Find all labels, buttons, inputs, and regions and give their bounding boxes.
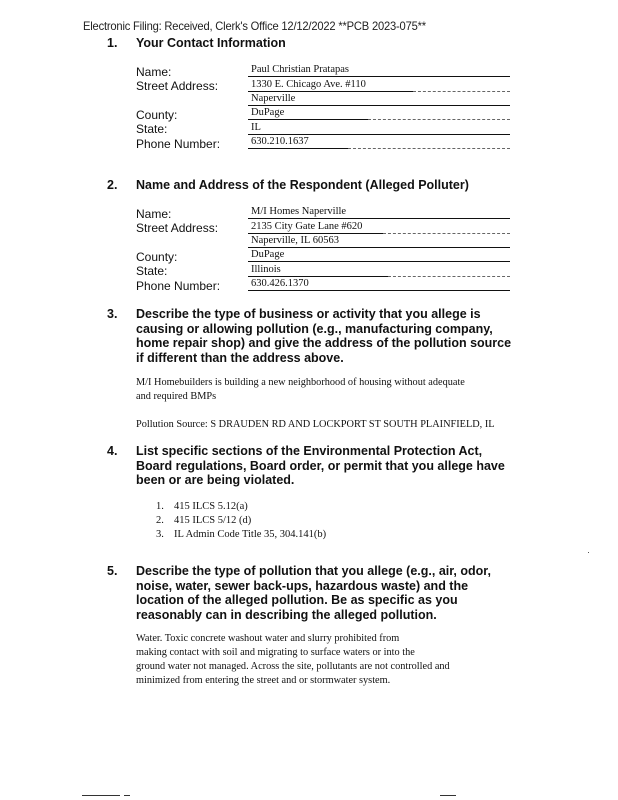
s1-phone-value: 630.210.1637	[251, 136, 309, 147]
s2-street-value-2: Naperville, IL 60563	[251, 235, 339, 246]
s1-state-line	[248, 134, 510, 135]
section-5-title-line: noise, water, sewer back-ups, hazardous waste) and the	[136, 578, 469, 593]
footer-mark-right	[440, 795, 456, 796]
section-5-body	[136, 632, 450, 688]
s2-street-value-1: 2135 City Gate Lane #620	[251, 221, 363, 232]
section-3-number: 3.	[107, 307, 118, 321]
footer-mark-left	[82, 795, 120, 796]
s1-street-value-1: 1330 E. Chicago Ave. #110	[251, 79, 366, 90]
violation-item-marker: 3.	[156, 529, 164, 540]
s1-street-line-2	[248, 105, 510, 106]
s2-street-line-1-dash	[383, 233, 510, 234]
s1-street-line-1	[248, 91, 413, 92]
s2-name-label: Name:	[136, 207, 172, 221]
s1-phone-line	[248, 148, 348, 149]
violation-item: IL Admin Code Title 35, 304.141(b)	[174, 529, 327, 540]
section-3-body-line: and required BMPs	[136, 391, 217, 402]
scan-speck	[588, 552, 589, 553]
violation-item: 415 ILCS 5.12(a)	[174, 501, 248, 512]
s2-state-label: State:	[136, 264, 168, 278]
section-5-title-line: location of the alleged pollution. Be as specific as you	[136, 593, 458, 607]
s1-name-line	[248, 76, 510, 77]
section-4-title-line: List specific sections of the Environmental Protection Act,	[136, 444, 483, 458]
s2-street-line-1	[248, 233, 383, 234]
pollution-source: Pollution Source: S DRAUDEN RD AND LOCKPORT ST SOUTH PLAINFIELD, IL	[136, 419, 495, 430]
section-3-body-line: M/I Homebuilders is building a new neighborhood of housing without adequate	[136, 377, 465, 388]
s2-county-value: DuPage	[251, 249, 285, 260]
s2-county-label: County:	[136, 250, 178, 264]
section-5-title-line: reasonably can in describing the alleged pollution.	[136, 607, 437, 622]
s2-phone-value: 630.426.1370	[251, 278, 309, 289]
violation-item-marker: 2.	[156, 515, 164, 526]
s1-phone-label: Phone Number:	[136, 137, 221, 151]
s2-street-label: Street Address:	[136, 221, 219, 235]
section-5-title	[136, 564, 491, 622]
s1-county-line-dash	[368, 119, 510, 120]
filing-header: Electronic Filing: Received, Clerk's Office 12/12/2022 **PCB 2023-075**	[83, 19, 426, 33]
s1-street-line-1-dash	[413, 91, 510, 92]
section-4-title-line: Board regulations, Board order, or permit that you allege have	[136, 458, 505, 473]
section-5-body-line: minimized from entering the street and or stormwater system.	[136, 675, 391, 686]
s1-state-label: State:	[136, 122, 168, 136]
section-1-number: 1.	[107, 36, 118, 50]
s2-state-value: Illinois	[251, 264, 281, 275]
section-4-number: 4.	[107, 444, 118, 458]
s2-phone-line	[248, 290, 510, 291]
s2-street-line-2	[248, 247, 510, 248]
s1-phone-line-dash	[348, 148, 510, 149]
section-4-title-line: been or are being violated.	[136, 473, 295, 487]
footer-mark-left-small	[124, 795, 130, 796]
section-5-body-line: Water. Toxic concrete washout water and slurry prohibited from	[136, 633, 400, 644]
section-2-number: 2.	[107, 178, 118, 192]
section-1-title: Your Contact Information	[136, 36, 286, 50]
s1-county-line	[248, 119, 368, 120]
section-3-title-line: home repair shop) and give the address of the pollution source	[136, 336, 512, 350]
s1-name-value: Paul Christian Pratapas	[251, 64, 349, 75]
s2-name-line	[248, 218, 510, 219]
section-5-title-line: Describe the type of pollution that you allege (e.g., air, odor,	[136, 564, 491, 578]
section-5-number: 5.	[107, 564, 118, 578]
s1-name-label: Name:	[136, 65, 172, 79]
s2-name-value: M/I Homes Naperville	[251, 206, 347, 217]
section-3-title	[136, 307, 511, 365]
s2-county-line	[248, 261, 510, 262]
s1-street-value-2: Naperville	[251, 93, 296, 104]
section-3-title-line: causing or allowing pollution (e.g., manufacturing company,	[136, 321, 493, 336]
section-2-title: Name and Address of the Respondent (Alleged Polluter)	[136, 178, 469, 192]
violation-item: 415 ILCS 5/12 (d)	[174, 515, 252, 526]
section-5-body-line: ground water not managed. Across the site, pollutants are not controlled and	[136, 661, 450, 672]
s2-phone-label: Phone Number:	[136, 279, 221, 293]
section-3-title-line: if different than the address above.	[136, 350, 344, 365]
s2-state-line	[248, 276, 388, 277]
section-5-body-line: making contact with soil and migrating to surface waters or into the	[136, 647, 415, 658]
section-3-title-line: Describe the type of business or activity that you allege is	[136, 307, 481, 321]
s1-street-label: Street Address:	[136, 79, 219, 93]
section-4-title	[136, 444, 505, 488]
violation-item-marker: 1.	[156, 501, 164, 512]
s1-county-label: County:	[136, 108, 178, 122]
s1-state-value: IL	[251, 122, 261, 133]
section-3-body	[136, 376, 465, 404]
s2-state-line-dash	[388, 276, 510, 277]
s1-county-value: DuPage	[251, 107, 285, 118]
